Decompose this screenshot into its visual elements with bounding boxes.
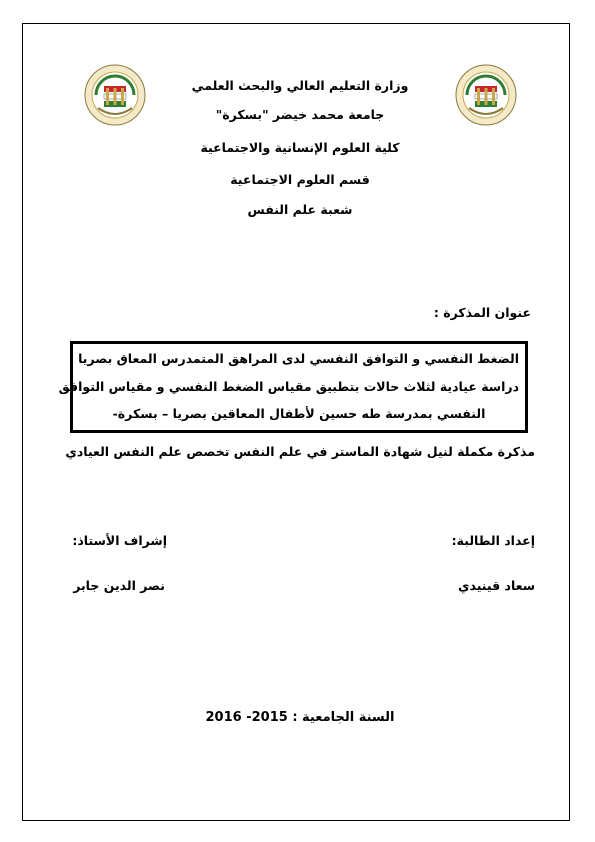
university-name: جامعة محمد خيضر "بسكرة" <box>215 107 385 122</box>
thesis-title-line: الضغط النفسي و التوافق النفسي لدى المراهق المتمدرس المعاق بصريا <box>78 351 519 366</box>
student-label: إعداد الطالبة: <box>451 533 535 548</box>
branch-name: شعبة علم النفس <box>247 202 353 217</box>
supervisor-label: إشراف الأستاذ: <box>72 533 167 548</box>
student-name: سعاد قينيدي <box>458 578 535 593</box>
title-label: عنوان المذكرة : <box>433 305 531 320</box>
faculty-name: كلية العلوم الإنسانية والاجتماعية <box>200 140 400 155</box>
thesis-title-box <box>58 341 528 433</box>
department-name: قسم العلوم الاجتماعية <box>230 172 370 187</box>
supervisor-name: نصر الدين جابر <box>73 578 165 593</box>
university-logo <box>455 64 517 126</box>
ministry-name: وزارة التعليم العالي والبحث العلمي <box>191 78 409 93</box>
academic-year: السنة الجامعية : 2015- 2016 <box>205 710 395 725</box>
thesis-title-line: دراسة عيادية لثلاث حالات بتطبيق مقياس الضغط النفسي و مقياس التوافق <box>58 379 519 394</box>
degree-note: مذكرة مكملة لنيل شهادة الماستر في علم النفس تخصص علم النفس العيادي <box>65 444 535 459</box>
university-logo <box>84 64 146 126</box>
thesis-title-line: النفسي بمدرسة طه حسين لأطفال المعاقين بصريا – بسكرة- <box>112 406 486 421</box>
